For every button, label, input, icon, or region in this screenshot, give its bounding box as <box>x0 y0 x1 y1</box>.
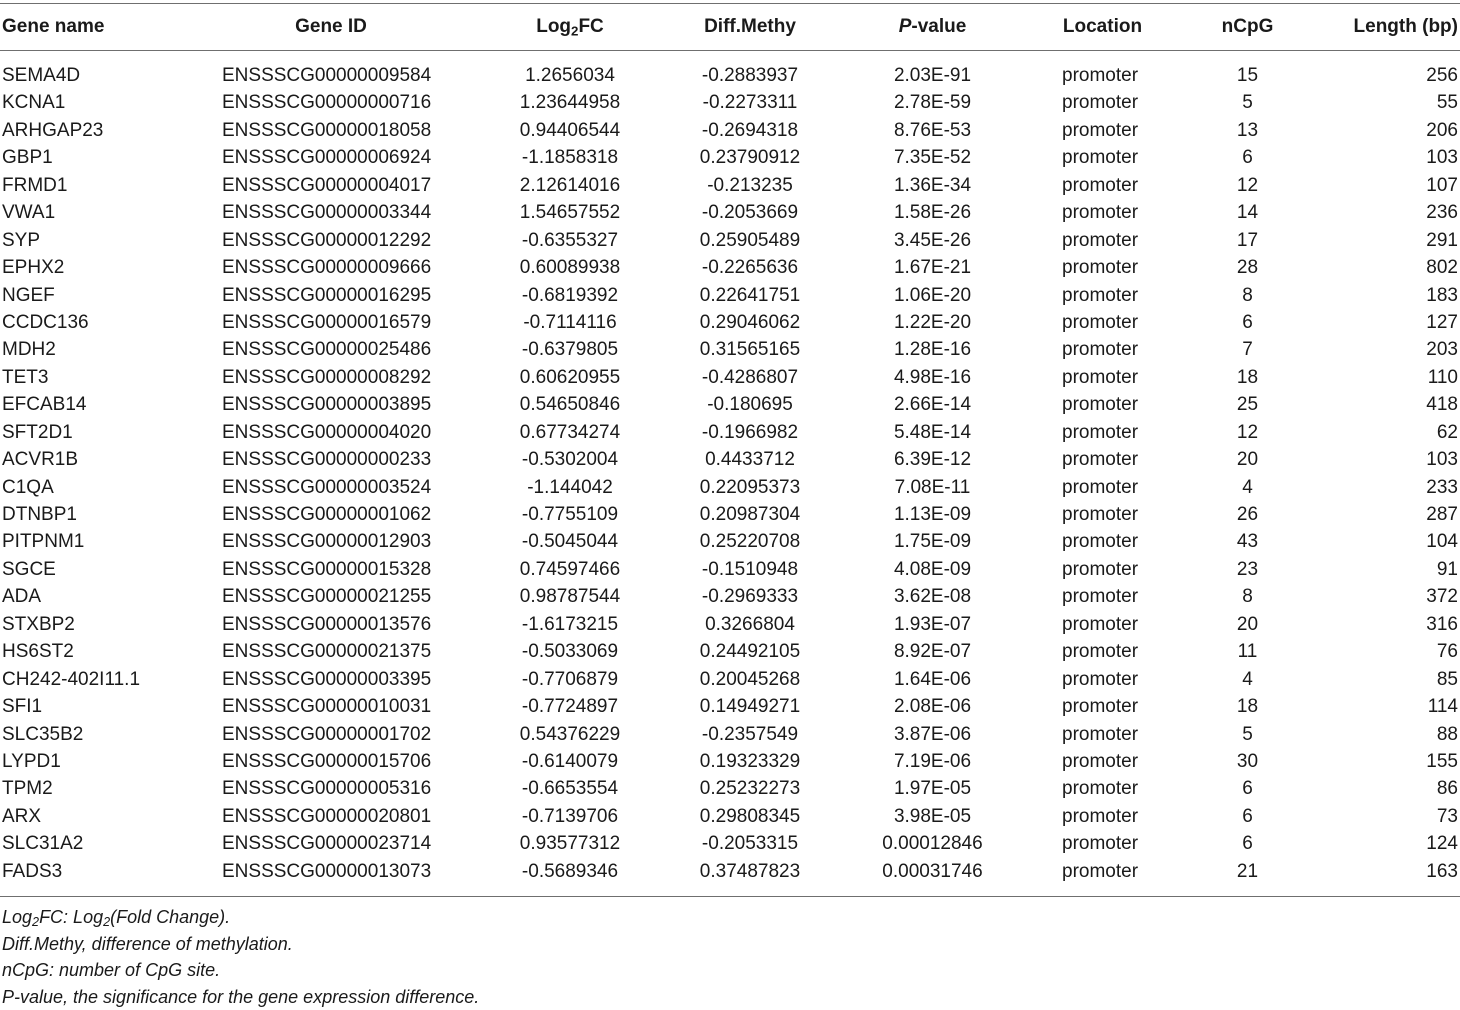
log2fc-cell: -0.7755109 <box>490 501 650 528</box>
location-cell: promoter <box>1062 419 1138 446</box>
length-cell: 103 <box>1426 144 1458 171</box>
ncpg-cell: 14 <box>1200 199 1295 226</box>
location-cell: promoter <box>1062 446 1138 473</box>
header-log2fc-sub: 2 <box>571 23 578 38</box>
table-row <box>0 254 1460 281</box>
gene-id-cell: ENSSSCG00000021255 <box>222 583 431 610</box>
p-value-cell: 1.36E-34 <box>850 172 1015 199</box>
ncpg-cell: 23 <box>1200 556 1295 583</box>
length-cell: 418 <box>1426 391 1458 418</box>
location-cell: promoter <box>1062 693 1138 720</box>
length-cell: 206 <box>1426 117 1458 144</box>
length-cell: 233 <box>1426 474 1458 501</box>
diff-methy-cell: -0.2357549 <box>670 721 830 748</box>
p-value-cell: 4.08E-09 <box>850 556 1015 583</box>
gene-id-cell: ENSSSCG00000013576 <box>222 611 431 638</box>
gene-id-cell: ENSSSCG00000021375 <box>222 638 431 665</box>
length-cell: 114 <box>1428 693 1458 720</box>
log2fc-cell: 0.67734274 <box>490 419 650 446</box>
ncpg-cell: 6 <box>1200 144 1295 171</box>
footnote-p-value: P-value, the significance for the gene expression difference. <box>2 984 479 1010</box>
gene-name-cell: KCNA1 <box>2 89 65 116</box>
header-p-value <box>850 12 1015 42</box>
gene-name-cell: ARHGAP23 <box>2 117 103 144</box>
diff-methy-cell: 0.31565165 <box>670 336 830 363</box>
table-row <box>0 693 1460 720</box>
table-row <box>0 419 1460 446</box>
gene-name-cell: C1QA <box>2 474 54 501</box>
location-cell: promoter <box>1062 336 1138 363</box>
table-row <box>0 446 1460 473</box>
p-value-cell: 1.97E-05 <box>850 775 1015 802</box>
diff-methy-cell: 0.4433712 <box>670 446 830 473</box>
header-log2fc-base: Log <box>536 16 571 37</box>
p-value-cell: 2.08E-06 <box>850 693 1015 720</box>
ncpg-cell: 20 <box>1200 611 1295 638</box>
diff-methy-cell: -0.2969333 <box>670 583 830 610</box>
table-bottom-rule <box>0 896 1460 897</box>
gene-name-cell: TPM2 <box>2 775 53 802</box>
ncpg-cell: 6 <box>1200 830 1295 857</box>
location-cell: promoter <box>1062 144 1138 171</box>
length-cell: 291 <box>1426 227 1458 254</box>
table-row <box>0 611 1460 638</box>
gene-id-cell: ENSSSCG00000025486 <box>222 336 431 363</box>
table-row <box>0 666 1460 693</box>
location-cell: promoter <box>1062 583 1138 610</box>
length-cell: 287 <box>1426 501 1458 528</box>
gene-id-cell: ENSSSCG00000020801 <box>222 803 431 830</box>
p-value-cell: 3.62E-08 <box>850 583 1015 610</box>
diff-methy-cell: 0.29046062 <box>670 309 830 336</box>
gene-id-cell: ENSSSCG00000003895 <box>222 391 431 418</box>
location-cell: promoter <box>1062 721 1138 748</box>
table-row <box>0 858 1460 885</box>
table-row <box>0 748 1460 775</box>
gene-id-cell: ENSSSCG00000023714 <box>222 830 431 857</box>
p-value-cell: 6.39E-12 <box>850 446 1015 473</box>
diff-methy-cell: 0.29808345 <box>670 803 830 830</box>
log2fc-cell: 0.60620955 <box>490 364 650 391</box>
table-top-rule <box>0 3 1460 4</box>
log2fc-cell: 0.74597466 <box>490 556 650 583</box>
ncpg-cell: 12 <box>1200 419 1295 446</box>
gene-name-cell: SFT2D1 <box>2 419 73 446</box>
p-value-cell: 0.00012846 <box>850 830 1015 857</box>
table-row <box>0 528 1460 555</box>
length-cell: 62 <box>1437 419 1458 446</box>
gene-id-cell: ENSSSCG00000001702 <box>222 721 431 748</box>
diff-methy-cell: 0.25905489 <box>670 227 830 254</box>
log2fc-cell: 0.93577312 <box>490 830 650 857</box>
p-value-cell: 8.76E-53 <box>850 117 1015 144</box>
length-cell: 316 <box>1426 611 1458 638</box>
location-cell: promoter <box>1062 117 1138 144</box>
table-row <box>0 364 1460 391</box>
gene-id-cell: ENSSSCG00000018058 <box>222 117 431 144</box>
log2fc-cell: -0.7139706 <box>490 803 650 830</box>
gene-name-cell: ADA <box>2 583 41 610</box>
location-cell: promoter <box>1062 282 1138 309</box>
ncpg-cell: 4 <box>1200 474 1295 501</box>
gene-name-cell: SYP <box>2 227 40 254</box>
diff-methy-cell: -0.180695 <box>670 391 830 418</box>
p-value-cell: 0.00031746 <box>850 858 1015 885</box>
location-cell: promoter <box>1062 172 1138 199</box>
log2fc-cell: -1.1858318 <box>490 144 650 171</box>
gene-id-cell: ENSSSCG00000003395 <box>222 666 431 693</box>
length-cell: 91 <box>1437 556 1458 583</box>
length-cell: 103 <box>1426 446 1458 473</box>
gene-name-cell: ACVR1B <box>2 446 78 473</box>
ncpg-cell: 21 <box>1200 858 1295 885</box>
p-value-cell: 2.78E-59 <box>850 89 1015 116</box>
table-row <box>0 474 1460 501</box>
table-row <box>0 775 1460 802</box>
gene-id-cell: ENSSSCG00000004017 <box>222 172 431 199</box>
gene-name-cell: GBP1 <box>2 144 53 171</box>
length-cell: 163 <box>1426 858 1458 885</box>
location-cell: promoter <box>1062 556 1138 583</box>
location-cell: promoter <box>1062 309 1138 336</box>
diff-methy-cell: 0.20045268 <box>670 666 830 693</box>
location-cell: promoter <box>1062 830 1138 857</box>
p-value-cell: 7.35E-52 <box>850 144 1015 171</box>
length-cell: 107 <box>1426 172 1458 199</box>
p-value-cell: 1.58E-26 <box>850 199 1015 226</box>
table-row <box>0 172 1460 199</box>
location-cell: promoter <box>1062 748 1138 775</box>
header-ncpg: nCpG <box>1200 12 1295 42</box>
length-cell: 110 <box>1428 364 1458 391</box>
diff-methy-cell: 0.22641751 <box>670 282 830 309</box>
location-cell: promoter <box>1062 227 1138 254</box>
table-row <box>0 638 1460 665</box>
length-cell: 124 <box>1426 830 1458 857</box>
gene-name-cell: SFI1 <box>2 693 42 720</box>
table-row <box>0 336 1460 363</box>
log2fc-cell: -0.5033069 <box>490 638 650 665</box>
p-value-cell: 2.03E-91 <box>850 62 1015 89</box>
ncpg-cell: 8 <box>1200 583 1295 610</box>
header-p-value-italic: P <box>899 16 912 37</box>
gene-id-cell: ENSSSCG00000009666 <box>222 254 431 281</box>
log2fc-cell: 0.54376229 <box>490 721 650 748</box>
diff-methy-cell: -0.1966982 <box>670 419 830 446</box>
header-location: Location <box>1040 12 1165 42</box>
gene-name-cell: CCDC136 <box>2 309 89 336</box>
gene-id-cell: ENSSSCG00000013073 <box>222 858 431 885</box>
p-value-cell: 1.28E-16 <box>850 336 1015 363</box>
diff-methy-cell: 0.25220708 <box>670 528 830 555</box>
gene-id-cell: ENSSSCG00000008292 <box>222 364 431 391</box>
p-value-cell: 1.13E-09 <box>850 501 1015 528</box>
ncpg-cell: 12 <box>1200 172 1295 199</box>
diff-methy-cell: 0.24492105 <box>670 638 830 665</box>
log2fc-cell: -0.5302004 <box>490 446 650 473</box>
p-value-cell: 3.98E-05 <box>850 803 1015 830</box>
diff-methy-cell: 0.25232273 <box>670 775 830 802</box>
log2fc-cell: 0.94406544 <box>490 117 650 144</box>
location-cell: promoter <box>1062 803 1138 830</box>
location-cell: promoter <box>1062 611 1138 638</box>
gene-name-cell: STXBP2 <box>2 611 75 638</box>
gene-name-cell: PITPNM1 <box>2 528 84 555</box>
footnote-log2fc-a: Log <box>2 907 32 927</box>
length-cell: 76 <box>1437 638 1458 665</box>
gene-id-cell: ENSSSCG00000016579 <box>222 309 431 336</box>
ncpg-cell: 13 <box>1200 117 1295 144</box>
table-row <box>0 583 1460 610</box>
log2fc-cell: -0.5045044 <box>490 528 650 555</box>
p-value-cell: 1.75E-09 <box>850 528 1015 555</box>
gene-id-cell: ENSSSCG00000006924 <box>222 144 431 171</box>
location-cell: promoter <box>1062 858 1138 885</box>
log2fc-cell: -0.6379805 <box>490 336 650 363</box>
table-row <box>0 501 1460 528</box>
p-value-cell: 1.93E-07 <box>850 611 1015 638</box>
length-cell: 85 <box>1437 666 1458 693</box>
gene-name-cell: DTNBP1 <box>2 501 77 528</box>
footnote-log2fc-c: (Fold Change). <box>110 907 230 927</box>
length-cell: 155 <box>1426 748 1458 775</box>
log2fc-cell: -0.6355327 <box>490 227 650 254</box>
ncpg-cell: 7 <box>1200 336 1295 363</box>
log2fc-cell: -1.6173215 <box>490 611 650 638</box>
log2fc-cell: -0.6140079 <box>490 748 650 775</box>
table-row <box>0 830 1460 857</box>
p-value-cell: 3.45E-26 <box>850 227 1015 254</box>
header-log2fc <box>490 12 650 42</box>
footnote-ncpg: nCpG: number of CpG site. <box>2 957 479 984</box>
table-row <box>0 391 1460 418</box>
p-value-cell: 8.92E-07 <box>850 638 1015 665</box>
gene-name-cell: TET3 <box>2 364 48 391</box>
p-value-cell: 1.64E-06 <box>850 666 1015 693</box>
ncpg-cell: 28 <box>1200 254 1295 281</box>
gene-id-cell: ENSSSCG00000009584 <box>222 62 431 89</box>
gene-name-cell: EPHX2 <box>2 254 64 281</box>
gene-name-cell: FRMD1 <box>2 172 67 199</box>
gene-name-cell: EFCAB14 <box>2 391 86 418</box>
log2fc-cell: -0.7724897 <box>490 693 650 720</box>
ncpg-cell: 30 <box>1200 748 1295 775</box>
length-cell: 802 <box>1426 254 1458 281</box>
log2fc-cell: 0.54650846 <box>490 391 650 418</box>
ncpg-cell: 6 <box>1200 803 1295 830</box>
header-log2fc-tail: FC <box>578 16 603 37</box>
diff-methy-cell: 0.14949271 <box>670 693 830 720</box>
gene-id-cell: ENSSSCG00000012903 <box>222 528 431 555</box>
gene-name-cell: ARX <box>2 803 41 830</box>
diff-methy-cell: -0.1510948 <box>670 556 830 583</box>
length-cell: 372 <box>1426 583 1458 610</box>
log2fc-cell: 1.23644958 <box>490 89 650 116</box>
ncpg-cell: 25 <box>1200 391 1295 418</box>
length-cell: 183 <box>1426 282 1458 309</box>
diff-methy-cell: 0.20987304 <box>670 501 830 528</box>
gene-id-cell: ENSSSCG00000003524 <box>222 474 431 501</box>
log2fc-cell: -0.7706879 <box>490 666 650 693</box>
location-cell: promoter <box>1062 62 1138 89</box>
log2fc-cell: -0.6819392 <box>490 282 650 309</box>
location-cell: promoter <box>1062 528 1138 555</box>
ncpg-cell: 4 <box>1200 666 1295 693</box>
gene-id-cell: ENSSSCG00000003344 <box>222 199 431 226</box>
p-value-cell: 1.67E-21 <box>850 254 1015 281</box>
ncpg-cell: 6 <box>1200 775 1295 802</box>
p-value-cell: 7.08E-11 <box>850 474 1015 501</box>
diff-methy-cell: 0.37487823 <box>670 858 830 885</box>
location-cell: promoter <box>1062 199 1138 226</box>
header-gene-name: Gene name <box>2 12 104 42</box>
ncpg-cell: 17 <box>1200 227 1295 254</box>
table-row <box>0 556 1460 583</box>
gene-id-cell: ENSSSCG00000001062 <box>222 501 431 528</box>
header-p-value-tail: -value <box>911 16 966 37</box>
gene-name-cell: CH242-402I11.1 <box>2 666 140 693</box>
p-value-cell: 2.66E-14 <box>850 391 1015 418</box>
ncpg-cell: 11 <box>1200 638 1295 665</box>
ncpg-cell: 15 <box>1200 62 1295 89</box>
length-cell: 55 <box>1437 89 1458 116</box>
diff-methy-cell: -0.2273311 <box>670 89 830 116</box>
diff-methy-cell: -0.2053315 <box>670 830 830 857</box>
table-row <box>0 199 1460 226</box>
table-row <box>0 89 1460 116</box>
gene-name-cell: HS6ST2 <box>2 638 74 665</box>
ncpg-cell: 26 <box>1200 501 1295 528</box>
ncpg-cell: 20 <box>1200 446 1295 473</box>
length-cell: 86 <box>1437 775 1458 802</box>
table-row <box>0 144 1460 171</box>
length-cell: 73 <box>1437 803 1458 830</box>
ncpg-cell: 8 <box>1200 282 1295 309</box>
gene-id-cell: ENSSSCG00000000233 <box>222 446 431 473</box>
location-cell: promoter <box>1062 391 1138 418</box>
log2fc-cell: -0.6653554 <box>490 775 650 802</box>
diff-methy-cell: -0.213235 <box>670 172 830 199</box>
header-diff-methy: Diff.Methy <box>670 12 830 42</box>
log2fc-cell: 0.60089938 <box>490 254 650 281</box>
p-value-cell: 1.22E-20 <box>850 309 1015 336</box>
table-row <box>0 803 1460 830</box>
ncpg-cell: 18 <box>1200 693 1295 720</box>
table-header-rule <box>0 50 1460 51</box>
table-row <box>0 62 1460 89</box>
table-footnotes <box>2 904 479 1010</box>
ncpg-cell: 5 <box>1200 721 1295 748</box>
table-row <box>0 117 1460 144</box>
length-cell: 236 <box>1426 199 1458 226</box>
footnote-log2fc-b: FC: Log <box>39 907 103 927</box>
header-length: Length (bp) <box>1354 12 1458 42</box>
diff-methy-cell: 0.3266804 <box>670 611 830 638</box>
footnote-log2fc-b-sub: 2 <box>103 915 110 929</box>
ncpg-cell: 43 <box>1200 528 1295 555</box>
log2fc-cell: 2.12614016 <box>490 172 650 199</box>
gene-name-cell: MDH2 <box>2 336 56 363</box>
length-cell: 104 <box>1426 528 1458 555</box>
location-cell: promoter <box>1062 474 1138 501</box>
location-cell: promoter <box>1062 775 1138 802</box>
footnote-diff-methy: Diff.Methy, difference of methylation. <box>2 931 479 958</box>
table-body <box>0 62 1460 885</box>
gene-id-cell: ENSSSCG00000016295 <box>222 282 431 309</box>
gene-id-cell: ENSSSCG00000000716 <box>222 89 431 116</box>
header-gene-id: Gene ID <box>222 12 440 42</box>
diff-methy-cell: -0.4286807 <box>670 364 830 391</box>
diff-methy-cell: 0.19323329 <box>670 748 830 775</box>
diff-methy-cell: -0.2694318 <box>670 117 830 144</box>
gene-name-cell: SLC35B2 <box>2 721 83 748</box>
gene-name-cell: SLC31A2 <box>2 830 83 857</box>
footnote-log2fc <box>2 904 479 931</box>
p-value-cell: 3.87E-06 <box>850 721 1015 748</box>
table-row <box>0 282 1460 309</box>
location-cell: promoter <box>1062 666 1138 693</box>
diff-methy-cell: -0.2265636 <box>670 254 830 281</box>
p-value-cell: 1.06E-20 <box>850 282 1015 309</box>
log2fc-cell: -0.7114116 <box>490 309 650 336</box>
ncpg-cell: 5 <box>1200 89 1295 116</box>
gene-name-cell: SGCE <box>2 556 56 583</box>
diff-methy-cell: 0.23790912 <box>670 144 830 171</box>
gene-name-cell: LYPD1 <box>2 748 61 775</box>
log2fc-cell: -0.5689346 <box>490 858 650 885</box>
diff-methy-cell: -0.2053669 <box>670 199 830 226</box>
gene-name-cell: FADS3 <box>2 858 62 885</box>
log2fc-cell: 0.98787544 <box>490 583 650 610</box>
log2fc-cell: -1.144042 <box>490 474 650 501</box>
gene-name-cell: SEMA4D <box>2 62 80 89</box>
gene-id-cell: ENSSSCG00000010031 <box>222 693 431 720</box>
table-header-row <box>0 12 1460 42</box>
p-value-cell: 7.19E-06 <box>850 748 1015 775</box>
location-cell: promoter <box>1062 501 1138 528</box>
ncpg-cell: 6 <box>1200 309 1295 336</box>
diff-methy-cell: 0.22095373 <box>670 474 830 501</box>
gene-id-cell: ENSSSCG00000015328 <box>222 556 431 583</box>
log2fc-cell: 1.2656034 <box>490 62 650 89</box>
p-value-cell: 4.98E-16 <box>850 364 1015 391</box>
footnote-log2fc-a-sub: 2 <box>32 915 39 929</box>
gene-id-cell: ENSSSCG00000015706 <box>222 748 431 775</box>
location-cell: promoter <box>1062 638 1138 665</box>
table-row <box>0 227 1460 254</box>
length-cell: 127 <box>1426 309 1458 336</box>
gene-name-cell: NGEF <box>2 282 55 309</box>
gene-id-cell: ENSSSCG00000005316 <box>222 775 431 802</box>
location-cell: promoter <box>1062 254 1138 281</box>
ncpg-cell: 18 <box>1200 364 1295 391</box>
gene-name-cell: VWA1 <box>2 199 55 226</box>
log2fc-cell: 1.54657552 <box>490 199 650 226</box>
location-cell: promoter <box>1062 89 1138 116</box>
location-cell: promoter <box>1062 364 1138 391</box>
length-cell: 256 <box>1426 62 1458 89</box>
length-cell: 203 <box>1426 336 1458 363</box>
p-value-cell: 5.48E-14 <box>850 419 1015 446</box>
table-row <box>0 721 1460 748</box>
diff-methy-cell: -0.2883937 <box>670 62 830 89</box>
gene-id-cell: ENSSSCG00000012292 <box>222 227 431 254</box>
length-cell: 88 <box>1437 721 1458 748</box>
table-row <box>0 309 1460 336</box>
gene-id-cell: ENSSSCG00000004020 <box>222 419 431 446</box>
